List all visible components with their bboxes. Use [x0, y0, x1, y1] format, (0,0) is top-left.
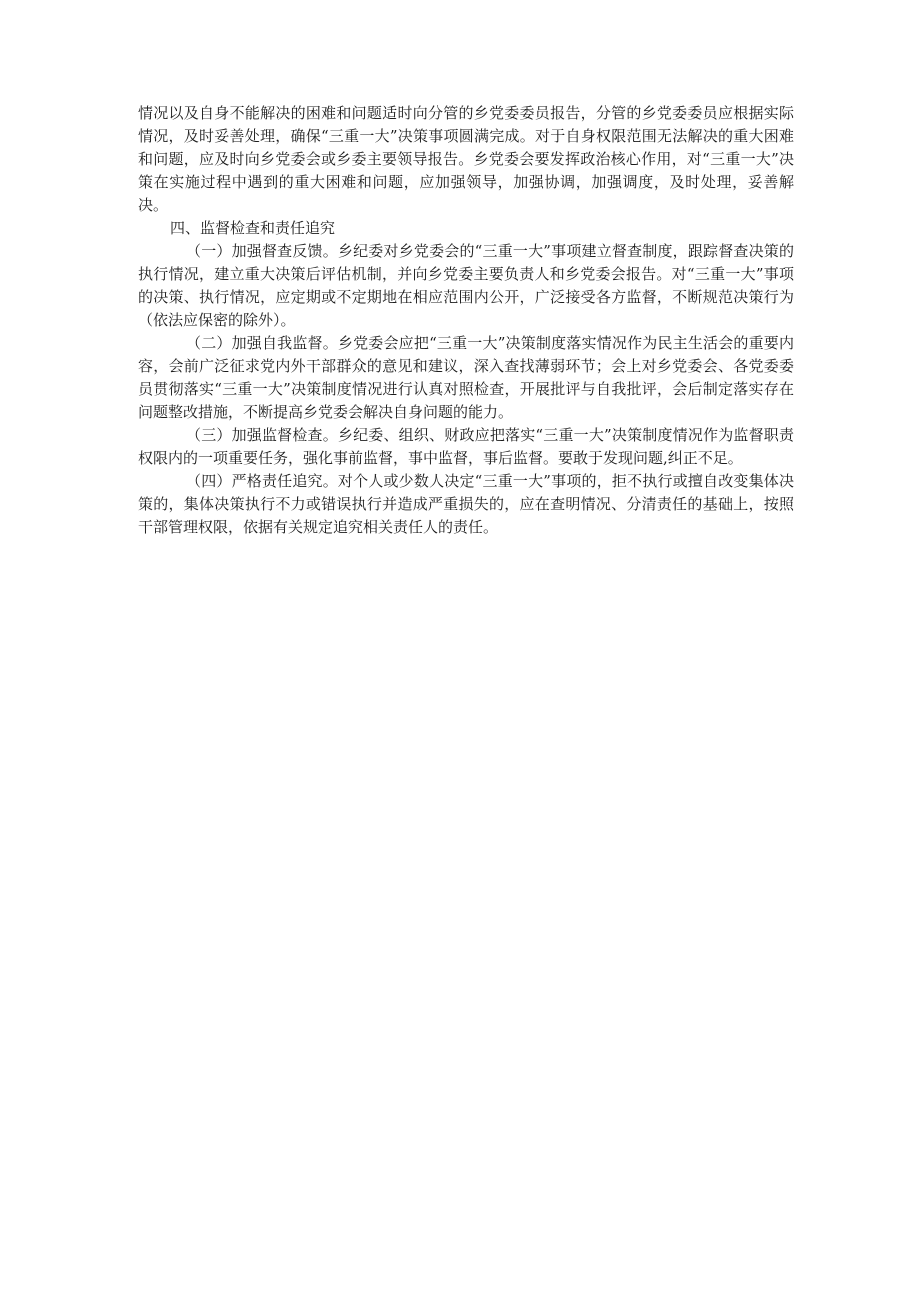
paragraph-supervision-feedback: （一）加强督查反馈。乡纪委对乡党委会的“三重一大”事项建立督查制度，跟踪督查决策的执行情况，建立重大决策后评估机制，并向乡党委主要负责人和乡党委会报告。对“三重一大”事项的决策、执行情况，应定期或不定期地在相应范围内公开，广泛接受各方监督，不断规范决策行为（依法应保密的除外）。 [138, 242, 794, 329]
section-heading: 四、监督检查和责任追究 [170, 219, 336, 237]
document-body [138, 102, 794, 539]
paragraph-self-supervision: （二）加强自我监督。乡党委会应把“三重一大”决策制度落实情况作为民主生活会的重要内容，会前广泛征求党内外干部群众的意见和建议，深入查找薄弱环节；会上对乡党委会、各党委委员贯彻落实“三重一大”决策制度情况进行认真对照检查，开展批评与自我批评，会后制定落实存在问题整改措施，不断提高乡党委会解决自身问题的能力。 [138, 334, 794, 421]
paragraph-accountability: （四）严格责任追究。对个人或少数人决定“三重一大”事项的，拒不执行或擅自改变集体决策的，集体决策执行不力或错误执行并造成严重损失的，应在查明情况、分清责任的基础上，按照干部管理权限，依据有关规定追究相关责任人的责任。 [138, 472, 794, 536]
paragraph-supervision-inspection: （三）加强监督检查。乡纪委、组织、财政应把落实“三重一大”决策制度情况作为监督职责权限内的一项重要任务，强化事前监督，事中监督，事后监督。要敢于发现问题,纠正不足。 [138, 426, 794, 467]
paragraph-continuation: 情况以及自身不能解决的困难和问题适时向分管的乡党委委员报告，分管的乡党委委员应根据实际情况，及时妥善处理，确保“三重一大”决策事项圆满完成。对于自身权限范围无法解决的重大困难和问题，应及时向乡党委会或乡委主要领导报告。乡党委会要发挥政治核心作用，对“三重一大”决策在实施过程中遇到的重大困难和问题，应加强领导，加强协调，加强调度，及时处理，妥善解决。 [138, 104, 794, 214]
